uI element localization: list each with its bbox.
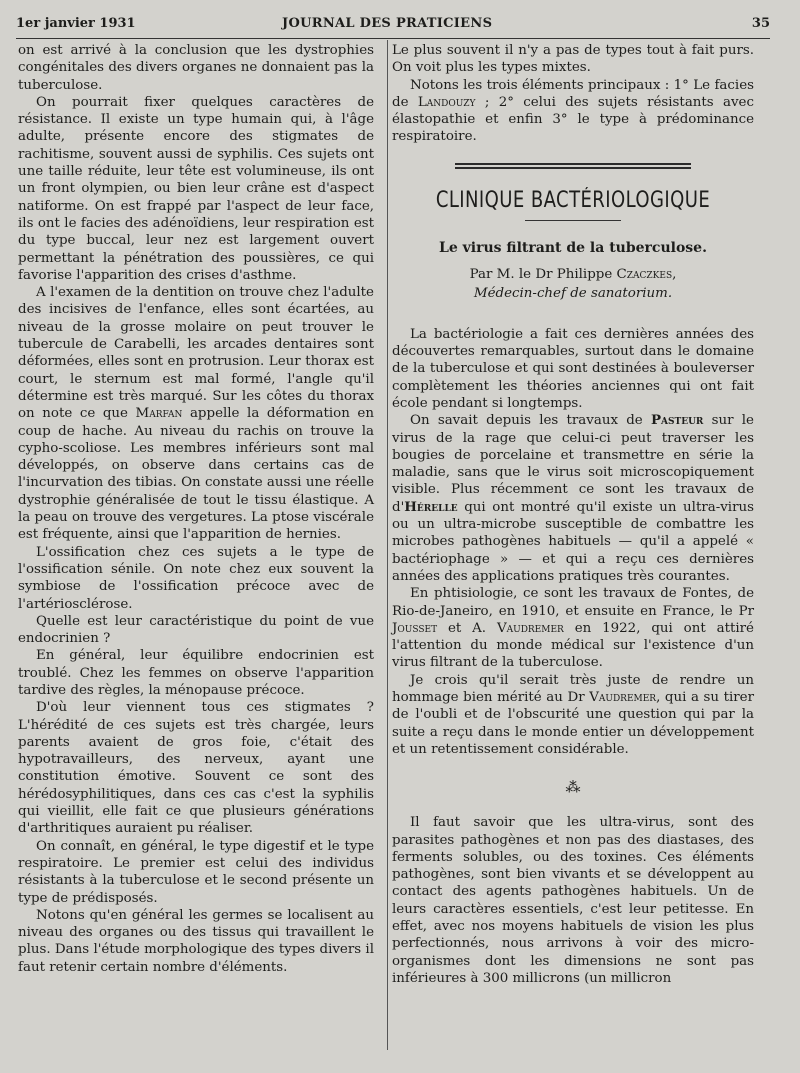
author-name-jousset: Jousset (392, 620, 438, 636)
paragraph: On pourrait fixer quelques caractères de résistance. Il existe un type humain qui, à l'âge adulte, présente encore des stigmates de rachitisme, souvent aussi de syphilis. Ces sujets ont une taille réduite, leur tête est volumineuse, ils ont un front olympien, ou bien leur crâne est d'aspect natiforme. On est frappé par l'aspect de leur face, ils ont le facies des adénoïdiens, leur respiration est du type buccal, leur nez est largement ouvert permettant la pénétration des poussières, ce qui favorise l'apparition des crises d'asthme. (18, 94, 374, 283)
author-surname: Czaczkes, (616, 266, 677, 282)
text-run: ; 2° celui des sujets résistants avec élastopathie et enfin 3° le type à prédominance respiratoire. (392, 94, 754, 145)
text-run: appelle la déformation en coup de hache. Au niveau du rachis on trouve la cypho-scoliose. Les membres inférieurs sont mal développés, on observe dans certains cas de l'incurvation des tibias. On constate aussi une réelle dystrophie généralisée de tout le tissu élastique. A la peau on trouve des vergetures. La ptose viscérale est fréquente, ainsi que l'apparition de hernies. (18, 406, 374, 543)
paragraph: La bactériologie a fait ces dernières années des découvertes remarquables, surtout dans le domaine de la tuberculose et qui sont destinées à bouleverser complètement les théories anciennes qui ont fait école pendant si longtemps. (392, 326, 754, 411)
header-date: 1er janvier 1931 (16, 16, 136, 31)
column-divider (387, 40, 388, 1050)
spacer (392, 304, 754, 326)
header-rule (16, 38, 770, 39)
section-title: CLINIQUE BACTÉRIOLOGIQUE (435, 187, 711, 213)
author-name-vaudremer: Vaudremer (496, 620, 564, 636)
paragraph: On connaît, en général, le type digestif et le type respiratoire. Le premier est celui des individus résistants à la tuberculose et le second présente un type de prédisposés. (18, 838, 374, 906)
text-run: en 1922, qui ont attiré l'attention du monde médical sur l'existence d'un virus filtrant de la tuberculose. (392, 620, 754, 671)
right-column (392, 42, 754, 987)
journal-title: JOURNAL DES PRATICIENS (282, 16, 493, 31)
left-column (18, 42, 374, 976)
text-run: sur le virus de la rage que celui-ci peut traverser les bougies de porcelaine et transmettre en série la maladie, sans que le virus soit microscopiquement visible. Plus récemment ce sont les travaux de d' (392, 413, 754, 515)
paragraph (392, 585, 754, 671)
text-run: Notons les trois éléments principaux : 1° Le facies de (392, 77, 754, 110)
paragraph: Notons qu'en général les germes se localisent au niveau des organes ou des tissus qui travaillent le plus. Dans l'étude morphologique des types divers il faut retenir certain nombre d'éléments. (18, 907, 374, 975)
byline-prefix: Par M. le Dr Philippe (469, 266, 613, 282)
text-run: qui a su tirer de l'oubli et de l'obscurité une question qui par la suite a reçu dans le monde entier un développement et un retentissement considérable. (392, 690, 754, 757)
page-header (16, 16, 770, 36)
author-name-landouzy: Landouzy (417, 94, 476, 110)
text-run: Je crois qu'il serait très juste de rendre un hommage bien mérité au Dr (392, 672, 754, 706)
author-affiliation: Médecin-chef de sanatorium. (473, 285, 673, 301)
author-name-pasteur: Pasteur (650, 412, 704, 429)
title-underline (525, 220, 621, 221)
paragraph: on est arrivé à la conclusion que les dystrophies congénitales des divers organes ne donnaient pas la tuberculose. (18, 43, 374, 93)
paragraph (392, 672, 754, 758)
paragraph: L'ossification chez ces sujets a le type de l'ossification sénile. On note chez eux souvent la symbiose de l'ossification précoce avec de l'artériosclérose. (18, 544, 374, 612)
text-run: En phtisiologie, ce sont les travaux de Fontes, de Rio-de-Janeiro, en 1910, et ensuite en France, le Pr (392, 586, 754, 619)
author-name-vaudremer: Vaudremer, (589, 690, 661, 706)
text-run: qui ont montré qu'il existe un ultra-virus ou un ultra-microbe susceptible de combattre les microbes pathogènes habituels — qu'il a appelé « bactériophage » — et qui a reçu ces dernières années des applications pratiques très courantes. (392, 499, 754, 584)
byline (392, 265, 754, 284)
paragraph: Il faut savoir que les ultra-virus, sont des parasites pathogènes et non pas des diastases, des ferments solubles, ou des toxines. Ces éléments pathogènes, sont bien vivants et se développent au contact des agents pathogènes habituels. Un de leurs caractères essentiels, c'est leur petitesse. En effet, avec nos moyens habituels de vision les plus perfectionnés, nous arrivons à voir des micro-organismes dont les dimensions ne sont pas inférieures à 300 millicrons (un millicron (392, 815, 754, 986)
paragraph (392, 77, 754, 146)
text-run: A l'examen de la dentition on trouve chez l'adulte des incisives de l'enfance, elles sont écartées, au niveau de la grosse molaire on peut trouver le tubercule de Carabelli, les arcades dentaires sont déformées, elles sont en protrusion. Leur thorax est court, le sternum est mal formé, l'angle qu'il détermine est très marqué. Sur les côtes du thorax on note ce que (18, 285, 374, 422)
author-name-herelle: Hérelle (404, 498, 458, 515)
text-run: On savait depuis les travaux de (410, 413, 643, 429)
text-run: et A. (447, 620, 487, 636)
paragraph: En général, leur équilibre endocrinien est troublé. Chez les femmes on observe l'apparition tardive des règles, la ménopause précoce. (18, 648, 374, 698)
paragraph: Le plus souvent il n'y a pas de types tout à fait purs. On voit plus les types mixtes. (392, 43, 754, 76)
author-name-marfan: Marfan (135, 406, 183, 422)
paragraph (18, 284, 374, 543)
asterism-separator: ⁂ (565, 778, 581, 797)
page-number: 35 (751, 16, 770, 31)
section-divider (455, 163, 691, 169)
article-title: Le virus filtrant de la tuberculose. (439, 239, 707, 256)
paragraph: Quelle est leur caractéristique du point de vue endocrinien ? (18, 613, 374, 647)
paragraph (392, 412, 754, 585)
paragraph: D'où leur viennent tous ces stigmates ? L'hérédité de ces sujets est très chargée, leurs parents avaient de gros foie, c'était des hypotravailleurs, des nerveux, ayant une constitution émotive. Souvent ce sont des hérédosyphilitiques, dans ces cas c'est la syphilis qui vieillit, elle fait ce que plusieurs générations d'arthritiques auraient pu réaliser. (18, 700, 374, 837)
